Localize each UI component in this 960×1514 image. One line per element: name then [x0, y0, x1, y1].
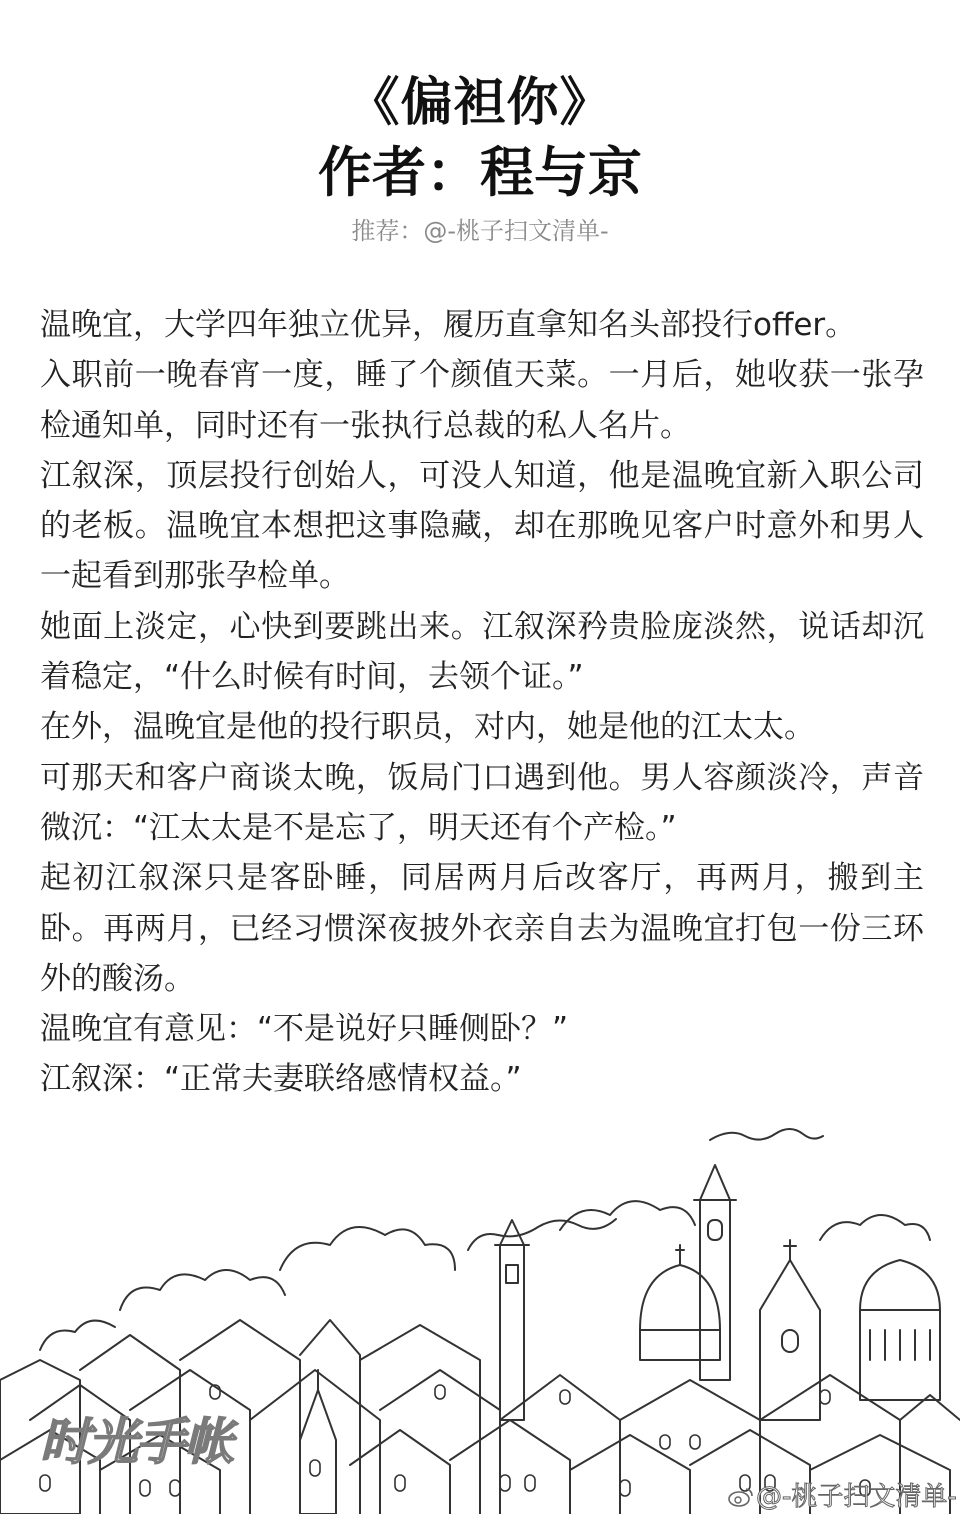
- watermark-left: 时光手帐: [40, 1413, 232, 1471]
- paragraph: 她面上淡定，心快到要跳出来。江叙深矜贵脸庞淡然，说话却沉着稳定，“什么时候有时间，去领个证。”: [40, 608, 924, 696]
- watermark-right: [728, 1476, 957, 1513]
- watermark-right-text: @-桃子扫文清单-: [756, 1482, 957, 1512]
- paragraph: 江叙深，顶层投行创始人，可没人知道，他是温晚宜新入职公司的老板。温晚宜本想把这事隐藏，却在那晚见客户时意外和男人一起看到那张孕检单。: [40, 457, 924, 595]
- paragraph: 温晚宜有意见：“不是说好只睡侧卧？”: [40, 1011, 569, 1048]
- paragraph: 可那天和客户商谈太晚，饭局门口遇到他。男人容颜淡冷，声音微沉：“江太太是不是忘了，明天还有个产检。”: [40, 759, 924, 846]
- paragraph: 在外，温晚宜是他的投行职员，对内，她是他的江太太。: [40, 709, 815, 746]
- weibo-icon: [728, 1486, 754, 1508]
- recommend-line: 推荐：@-桃子扫文清单-: [351, 217, 609, 245]
- paragraph: 起初江叙深只是客卧睡，同居两月后改客厅，再两月，搬到主卧。再两月，已经习惯深夜披外衣亲自去为温晚宜打包一份三环外的酸汤。: [40, 860, 924, 997]
- paragraph: 江叙深：“正常夫妻联络感情权益。”: [40, 1061, 522, 1098]
- author-line: 作者：程与京: [318, 141, 642, 204]
- paragraph: 入职前一晚春宵一度，睡了个颜值天菜。一月后，她收获一张孕检通知单，同时还有一张执行总裁的私人名片。: [40, 357, 924, 444]
- paragraph: 温晚宜，大学四年独立优异，履历直拿知名头部投行offer。: [40, 307, 857, 343]
- synopsis: [40, 300, 924, 1105]
- book-title: 《偏袒你》: [347, 73, 613, 133]
